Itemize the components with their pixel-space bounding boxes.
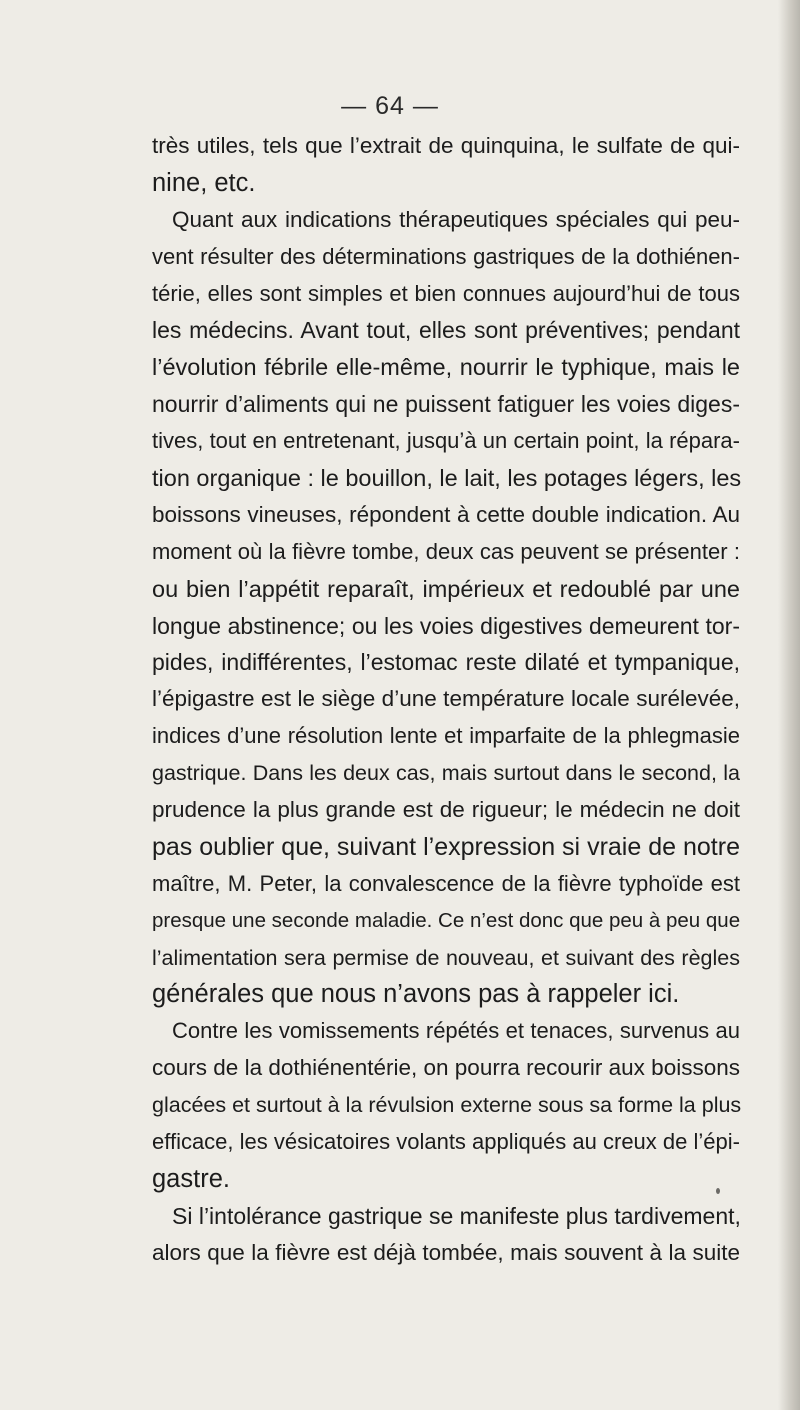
text-line: efficace, les vésicatoires volants appliqués au creux de l’épi-: [152, 1129, 740, 1155]
text-line: Contre les vomissements répétés et tenaces, survenus au: [172, 1018, 740, 1044]
text-line: pides, indifférentes, l’estomac reste dilaté et tympanique,: [152, 649, 740, 676]
text-line: Quant aux indications thérapeutiques spéciales qui peu-: [172, 206, 740, 232]
text-line: Si l’intolérance gastrique se manifeste plus tardivement,: [172, 1202, 741, 1229]
text-line: gastrique. Dans les deux cas, mais surtout dans le second, la: [152, 761, 740, 786]
text-line: maître, M. Peter, la convalescence de la fièvre typhoïde est: [152, 870, 740, 896]
text-line: nourrir d’aliments qui ne puissent fatiguer les voies diges-: [152, 391, 740, 418]
text-line: ou bien l’appétit reparaît, impérieux et redoublé par une: [152, 575, 740, 602]
text-line: prudence la plus grande est de rigueur; le médecin ne doit: [152, 797, 740, 823]
text-line: nine, etc.: [152, 168, 256, 197]
text-line: vent résulter des déterminations gastriques de la dothiénen-: [152, 243, 740, 269]
text-line: boissons vineuses, répondent à cette double indication. Au: [152, 501, 740, 527]
text-line: tives, tout en entretenant, jusqu’à un certain point, la répara-: [152, 428, 740, 454]
text-line: alors que la fièvre est déjà tombée, mais souvent à la suite: [152, 1239, 740, 1265]
text-line: tion organique : le bouillon, le lait, les potages légers, les: [152, 465, 742, 492]
text-line: l’épigastre est le siège d’une température locale surélevée,: [152, 686, 740, 712]
ink-speck: [716, 1188, 720, 1194]
body-text: [152, 128, 740, 1272]
page-number: — 64 —: [341, 92, 439, 120]
text-line: longue abstinence; ou les voies digestives demeurent tor-: [152, 612, 740, 639]
text-line: glacées et surtout à la révulsion externe sous sa forme la plus: [152, 1093, 742, 1118]
text-line: générales que nous n’avons pas à rappeler ici.: [152, 980, 680, 1009]
text-line: moment où la fièvre tombe, deux cas peuvent se présenter :: [152, 538, 740, 564]
text-line: très utiles, tels que l’extrait de quinquina, le sulfate de qui-: [152, 133, 740, 158]
text-line: les médecins. Avant tout, elles sont préventives; pendant: [152, 317, 740, 344]
text-line: indices d’une résolution lente et imparfaite de la phlegmasie: [152, 723, 740, 749]
text-line: gastre.: [152, 1164, 230, 1193]
page-edge-shadow: [778, 0, 800, 1410]
text-line: cours de la dothiénentérie, on pourra recourir aux boissons: [152, 1055, 740, 1081]
text-line: l’évolution fébrile elle-même, nourrir le typhique, mais le: [152, 354, 740, 381]
text-line: pas oublier que, suivant l’expression si vraie de notre: [152, 832, 740, 861]
text-line: presque une seconde maladie. Ce n’est donc que peu à peu que: [152, 908, 741, 932]
text-line: térie, elles sont simples et bien connues aujourd’hui de tous: [152, 280, 740, 306]
text-line: l’alimentation sera permise de nouveau, et suivant des règles: [152, 945, 740, 970]
